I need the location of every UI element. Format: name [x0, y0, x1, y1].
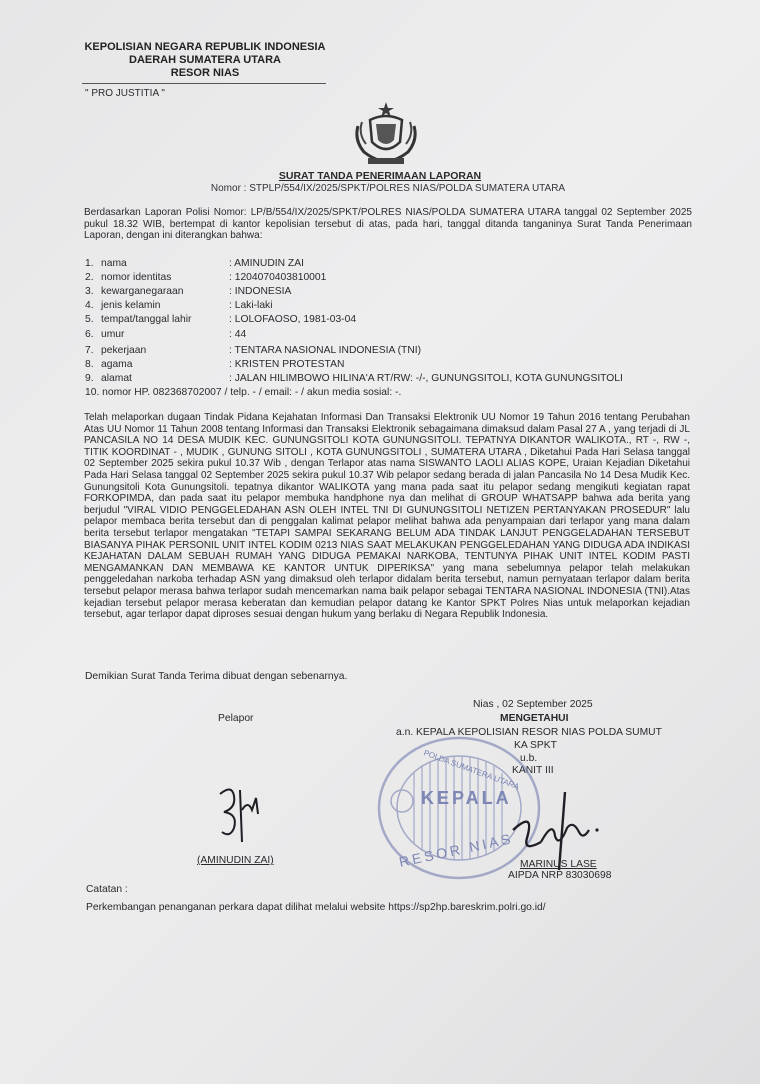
pro-justitia: " PRO JUSTITIA " — [85, 88, 165, 99]
pelapor-name: (AMINUDIN ZAI) — [197, 855, 274, 866]
official-line-1: a.n. KEPALA KEPOLISIAN RESOR NIAS POLDA SUMUT — [396, 727, 662, 738]
institution-header — [70, 41, 340, 80]
pelapor-label: Pelapor — [218, 713, 254, 724]
closing-statement: Demikian Surat Tanda Terima dibuat dengan sebenarnya. — [85, 671, 348, 682]
stamp-bottom-text: RESOR NIAS — [397, 830, 515, 870]
stamp-top-text: POLDA SUMATERA UTARA — [422, 748, 521, 792]
stamp-middle-text: KEPALA — [421, 788, 512, 808]
official-line-4: KANIT III — [512, 765, 554, 776]
official-line-2: KA SPKT — [514, 740, 557, 751]
mengetahui-label: MENGETAHUI — [500, 713, 569, 724]
pelapor-signature — [212, 780, 272, 850]
header-line-3: RESOR NIAS — [170, 67, 240, 79]
place-date: Nias , 02 September 2025 — [473, 699, 593, 710]
header-divider — [82, 83, 326, 84]
official-name: MARINUS LASE — [520, 859, 597, 870]
header-line-1: KEPOLISIAN NEGARA REPUBLIK INDONESIA — [84, 41, 326, 53]
document-title: SURAT TANDA PENERIMAAN LAPORAN — [278, 170, 482, 182]
official-line-3: u.b. — [520, 753, 538, 764]
document-number: Nomor : STPLP/554/IX/2025/SPKT/POLRES NIAS/POLDA SUMATERA UTARA — [210, 183, 566, 194]
intro-paragraph: Berdasarkan Laporan Polisi Nomor: LP/B/554/IX/2025/SPKT/POLRES NIAS/POLDA SUMATERA UTARA tanggal 02 September 2025 pukul 18.32 WIB, bertempat di kantor kepolisian tersebut di atas, pada hari, tanggal ditanda tanganinya Surat Tanda Penerimaan Laporan, dengan ini diterangkan bahwa: — [84, 207, 692, 242]
report-body: Telah melaporkan dugaan Tindak Pidana Kejahatan Informasi Dan Transaksi Elektronik UU Nomor 19 Tahun 2016 tentang Perubahan Atas UU Nomor 11 Tahun 2008 tentang Informasi dan Transaksi Elektronik sebagaimana dimaksud dalam Pasal 27 A , yang terjadi di JL PANCASILA NO 14 DESA MUDIK KEC. GUNUNGSITOLI KOTA GUNUNGSITOLI. TEPATNYA DIKANTOR WALIKOTA., RT -, RW -, TITIK KOORDINAT - , MUDIK , GUNUNG SITOLI , KOTA GUNUNGSITOLI , SUMATERA UTARA , Diketahui Pada Hari Selasa tanggal 02 September 2025 sekira pukul 10.37 Wib , dengan Terlapor atas nama SISWANTO LAOLI ALIAS KOPE, Uraian Kejadian Diketahui Pada Hari Selasa tanggal 02 September 2025 sekira pukul 10.37 Wib pelapor sedang berada di jalan Pancasila No 14 Desa Mudik Kec. Gunungsitoli Kota Gunungsitoli. tepatnya dikantor WALIKOTA yang mana pada saat itu pelapor sedang mengikuti kegiatan rapat FORKOPIMDA, dan pada saat itu pelapor membuka handphone nya dan melihat di GROUP WHATSAPP bahwa ada berita yang berjudul "VIRAL VIDIO PENGGELEDAHAN ASN OLEH INTEL TNI DI GUNUNGSITOLI NETIZEN PERTANYAKAN PROSEDUR" lalu pelapor membaca berita tersebut dan di penggalan kalimat pelapor melihat bahwa ada penyampaian dari terlapor yang mana dalam berita tersebut terlapor mengatakan "TETAPI SAMPAI SEKARANG BELUM ADA TINDAK LANJUT PENGGELADAHAN TERSEBUT BIASANYA PIHAK PERSONIL UNIT INTEL KODIM 0213 NIAS SAAT MELAKUKAN PENGGELEDAHAN YANG DIDUGA ADA INDIKASI KEJAHATAN DALAM SEBUAH RUMAH YANG DIDUGA PEMAKAI NARKOBA, TENTUNYA PIHAK UNIT INTEL KODIM PASTI MENGAMANKAN DAN MEMBAWA KE KANTOR UNTUK DIPERIKSA" yang mana sebelumnya pelapor telah melakukan penggeledahan narkoba terhadap ASN yang dimaksud oleh terlapor didalam berita tersebut, namun pernyataan terlapor dalam berita tersebut pelapor merasa bahwa terlapor sudah mencemarkan nama baik pelapor sebagai TENTARA NASIONAL INDONESIA (TNI).Atas kejadian tersebut pelapor merasa keberatan dan kemudian pelapor datang ke Kantor SPKT Polres Nias untuk melaporkan kejadian tersebut, agar terlapor dapat diproses sesuai dengan hukum yang berlaku di Negara Republik Indonesia. — [84, 412, 690, 621]
catatan-label: Catatan : — [86, 884, 128, 895]
header-line-2: DAERAH SUMATERA UTARA — [129, 54, 281, 66]
official-rank: AIPDA NRP 83030698 — [508, 870, 612, 881]
catatan-text: Perkembangan penanganan perkara dapat dilihat melalui website https://sp2hp.bareskrim.polri.go.id/ — [86, 902, 546, 913]
contact-line: 10. nomor HP. 082368702007 / telp. - / email: - / akun media sosial: -. — [85, 387, 402, 398]
police-crest-icon — [350, 100, 422, 168]
identity-list: 1. nama : AMINUDIN ZAI 2. nomor identitas : 1204070403810001 3. kewarganegaraan : INDONESIA 4. jenis kelamin : Laki-laki 5. tempat/tanggal lahir : LOLOFAOSO, 1981-03-04 6. umur : 44 7. pekerjaan : TENTARA NASIONAL INDONESIA (TNI) 8. agama : KRISTEN PROTESTAN 9. alamat : JALAN HILIMBOWO HILINA'A RT/RW: -/-, GUNUNGSITOLI, KOTA GUNUNGSITOLI 10. nomor HP. 082368702007 / telp. - / email: - / akun media sosial: -. — [85, 258, 623, 398]
